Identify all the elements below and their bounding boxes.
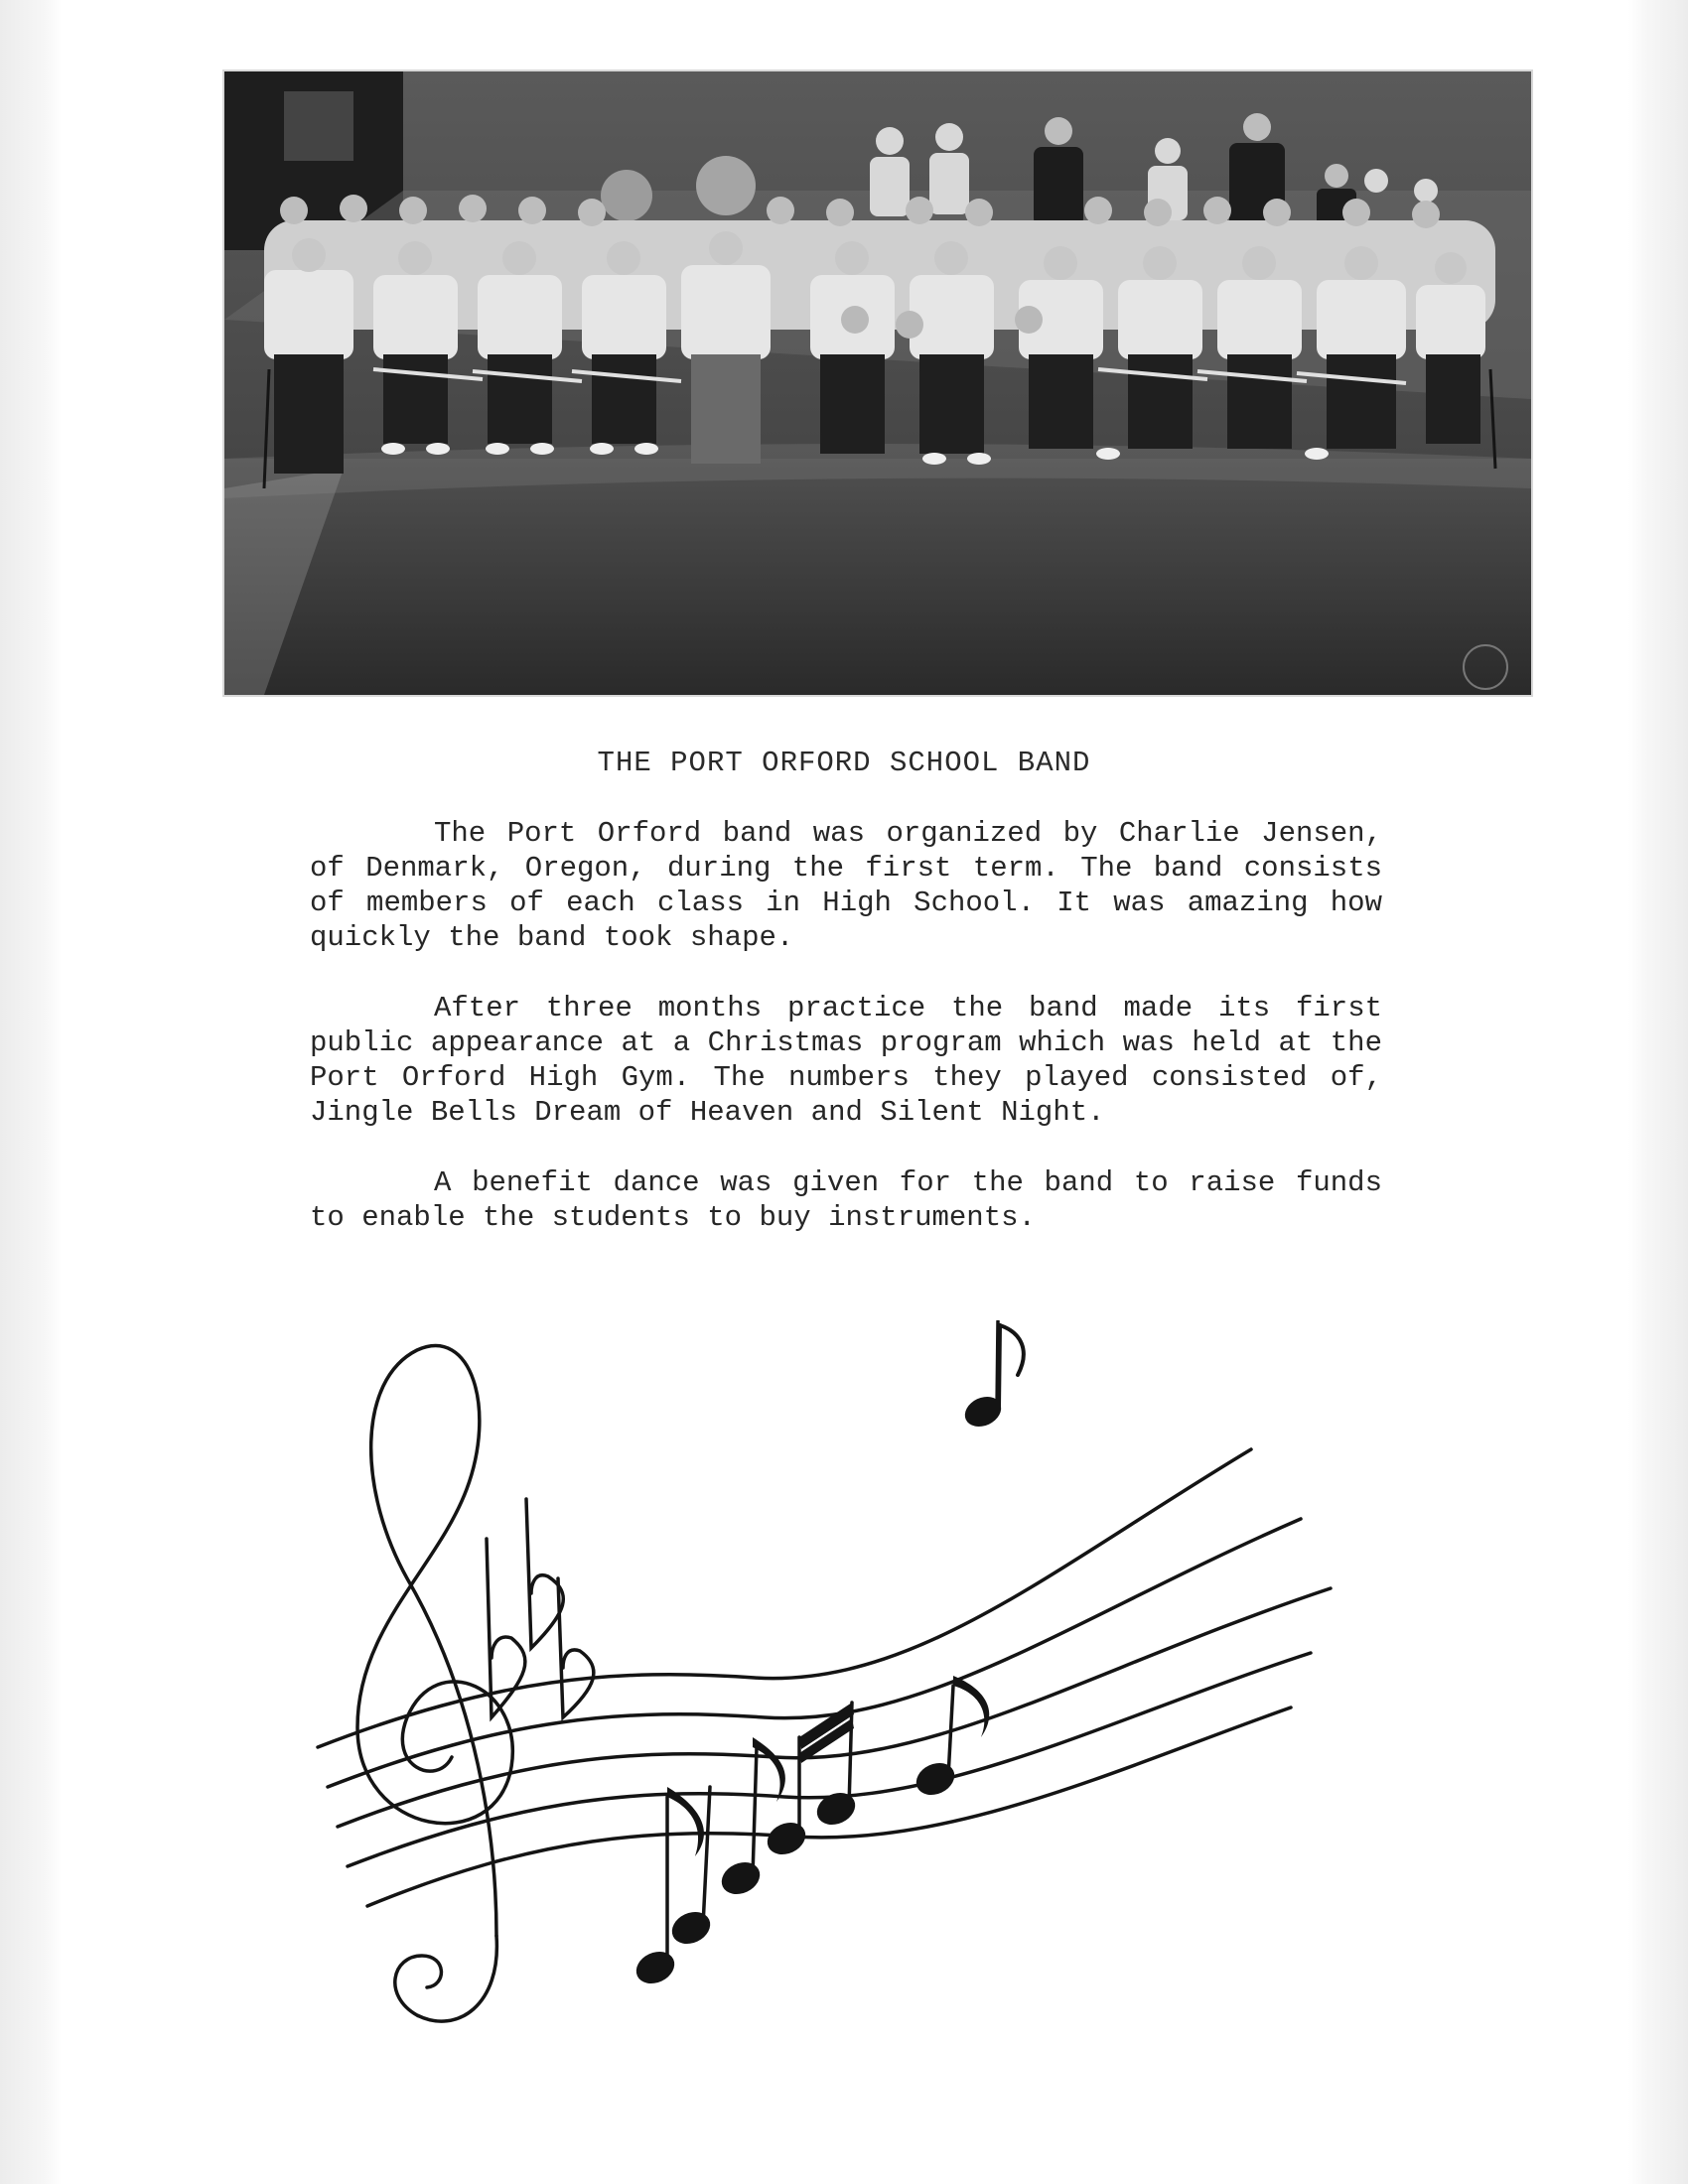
page-edge-shadow-left <box>0 0 62 2184</box>
article-body <box>310 816 1382 1271</box>
band-photo-icon <box>224 71 1531 695</box>
page-title: THE PORT ORFORD SCHOOL BAND <box>597 747 1091 779</box>
paragraph-2 <box>310 991 1382 1130</box>
paragraph-2-text: After three months practice the band made its first public appearance at a Christmas program which was held at the Port Orford High Gym. The numbers they played consisted of, Jingle Bells Dream of Heaven and Silent Night. <box>310 992 1382 1129</box>
band-photo <box>224 71 1531 695</box>
treble-clef-staff-notes-icon <box>298 1320 1350 2035</box>
paragraph-1 <box>310 816 1382 955</box>
paragraph-1-text: The Port Orford band was organized by Charlie Jensen, of Denmark, Oregon, during the first term. The band consists of members of each class in High School. It was amazing how quickly the band took shape. <box>310 817 1382 954</box>
paragraph-3-text: A benefit dance was given for the band to raise funds to enable the students to buy instruments. <box>310 1166 1382 1234</box>
paragraph-3 <box>310 1165 1382 1235</box>
music-staff-illustration <box>298 1320 1350 2035</box>
page-edge-shadow-right <box>1628 0 1688 2184</box>
